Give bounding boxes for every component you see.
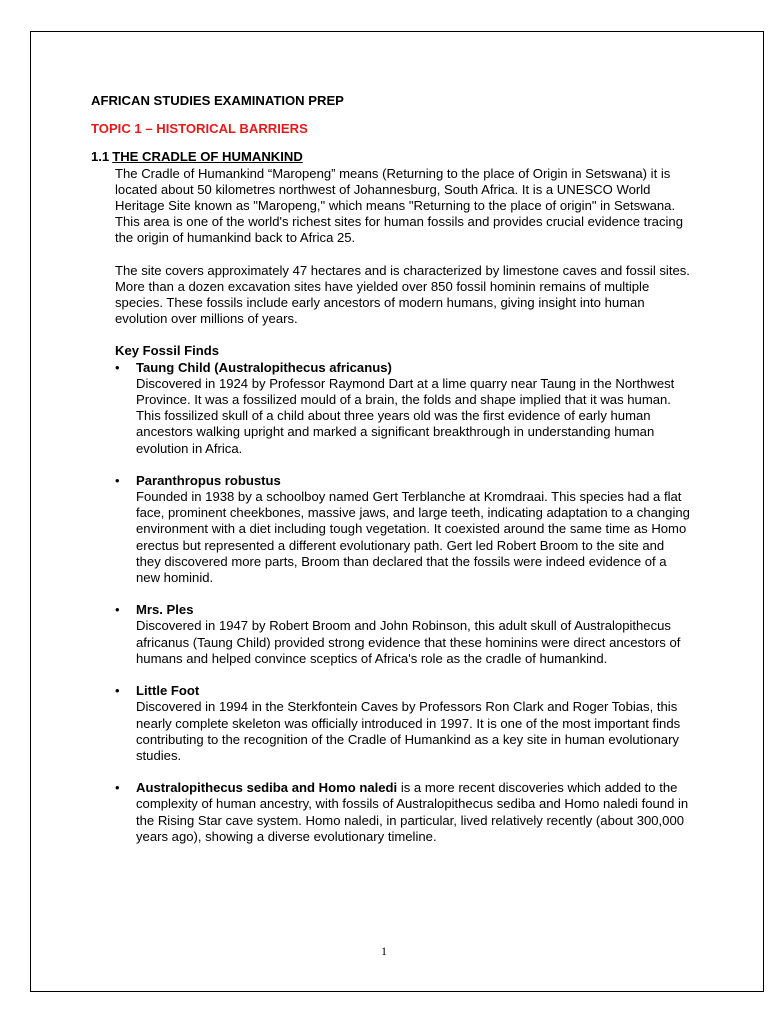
section-heading — [91, 149, 691, 165]
page-number: 1 — [381, 944, 387, 958]
list-item — [115, 360, 691, 457]
fossil-name: Taung Child (Australopithecus africanus) — [136, 359, 392, 375]
fossil-name: Paranthropus robustus — [136, 472, 281, 488]
paragraph-site: The site covers approximately 47 hectares and is characterized by limestone caves and fossil sites. More than a dozen excavation sites have yielded over 850 fossil hominin remains of multiple species. These fossils include early ancestors of modern humans, giving insight into human evolution over millions of years. — [115, 262, 690, 327]
paragraph-intro: The Cradle of Humankind “Maropeng” means (Returning to the place of Origin in Setswana) it is located about 50 kilometres northwest of Johannesburg, South Africa. It is a UNESCO World Heritage Site known as "Maropeng," which means "Returning to the place of origin" in Setswana. This area is one of the world's richest sites for human fossils and provides crucial evidence tracing the origin of humankind back to Africa 25. — [115, 165, 683, 246]
fossil-name: Australopithecus sediba and Homo naledi — [136, 780, 398, 796]
fossil-description: Founded in 1938 by a schoolboy named Gert Terblanche at Kromdraai. This species had a flat face, prominent cheekbones, massive jaws, and large teeth, indicating adaptation to a changing environment with a diet including tough vegetation. It coexisted around the same time as Homo erectus but represented a different evolutionary path. Gert led Robert Broom to the site and they discovered more parts, Broom than declared that the fossils were indeed evidence of a new hominid. — [136, 489, 690, 586]
bullet-icon: • — [115, 602, 120, 618]
fossil-description: Discovered in 1994 in the Sterkfontein Caves by Professors Ron Clark and Roger Tobias, this nearly complete skeleton was officially introduced in 1997. It is one of the most important finds contributing to the recognition of the Cradle of Humankind as a key site in human evolutionary studies. — [136, 699, 681, 763]
section-body — [91, 166, 691, 845]
bullet-icon: • — [115, 683, 120, 699]
section-number: 1.1 — [91, 149, 110, 165]
bullet-icon: • — [115, 472, 120, 488]
topic-heading: TOPIC 1 – HISTORICAL BARRIERS — [91, 121, 308, 137]
document-title: AFRICAN STUDIES EXAMINATION PREP — [91, 93, 344, 108]
list-item — [115, 473, 691, 586]
section-title: THE CRADLE OF HUMANKIND — [112, 149, 303, 165]
document-body — [91, 93, 691, 845]
fossil-name: Mrs. Ples — [136, 602, 194, 618]
key-fossil-heading: Key Fossil Finds — [115, 343, 220, 359]
list-item — [115, 780, 691, 845]
fossil-list — [115, 360, 691, 845]
list-item — [115, 602, 691, 667]
fossil-text: is a more recent discoveries which added to the complexity of human ancestry, with fossils of Australopithecus sediba and Homo naledi found in the Rising Star cave system. Homo naledi, in particular, lived relatively recently (about 300,000 years ago), showing a diverse evolutionary timeline. — [136, 780, 689, 844]
fossil-description: Discovered in 1947 by Robert Broom and John Robinson, this adult skull of Australopithecus africanus (Taung Child) provided strong evidence that these hominins were direct ancestors of humans and helped convince sceptics of Africa's role as the cradle of humankind. — [136, 618, 681, 666]
fossil-description: Discovered in 1924 by Professor Raymond Dart at a lime quarry near Taung in the Northwest Province. It was a fossilized mould of a brain, the folds and shape implied that it was human. This fossilized skull of a child about three years old was the first evidence of early human ancestors walking upright and marked a significant breakthrough in understanding human evolution in Africa. — [136, 375, 675, 456]
bullet-icon: • — [115, 780, 120, 796]
fossil-description — [136, 780, 691, 845]
list-item — [115, 683, 691, 764]
bullet-icon: • — [115, 359, 120, 375]
fossil-name: Little Foot — [136, 683, 200, 699]
